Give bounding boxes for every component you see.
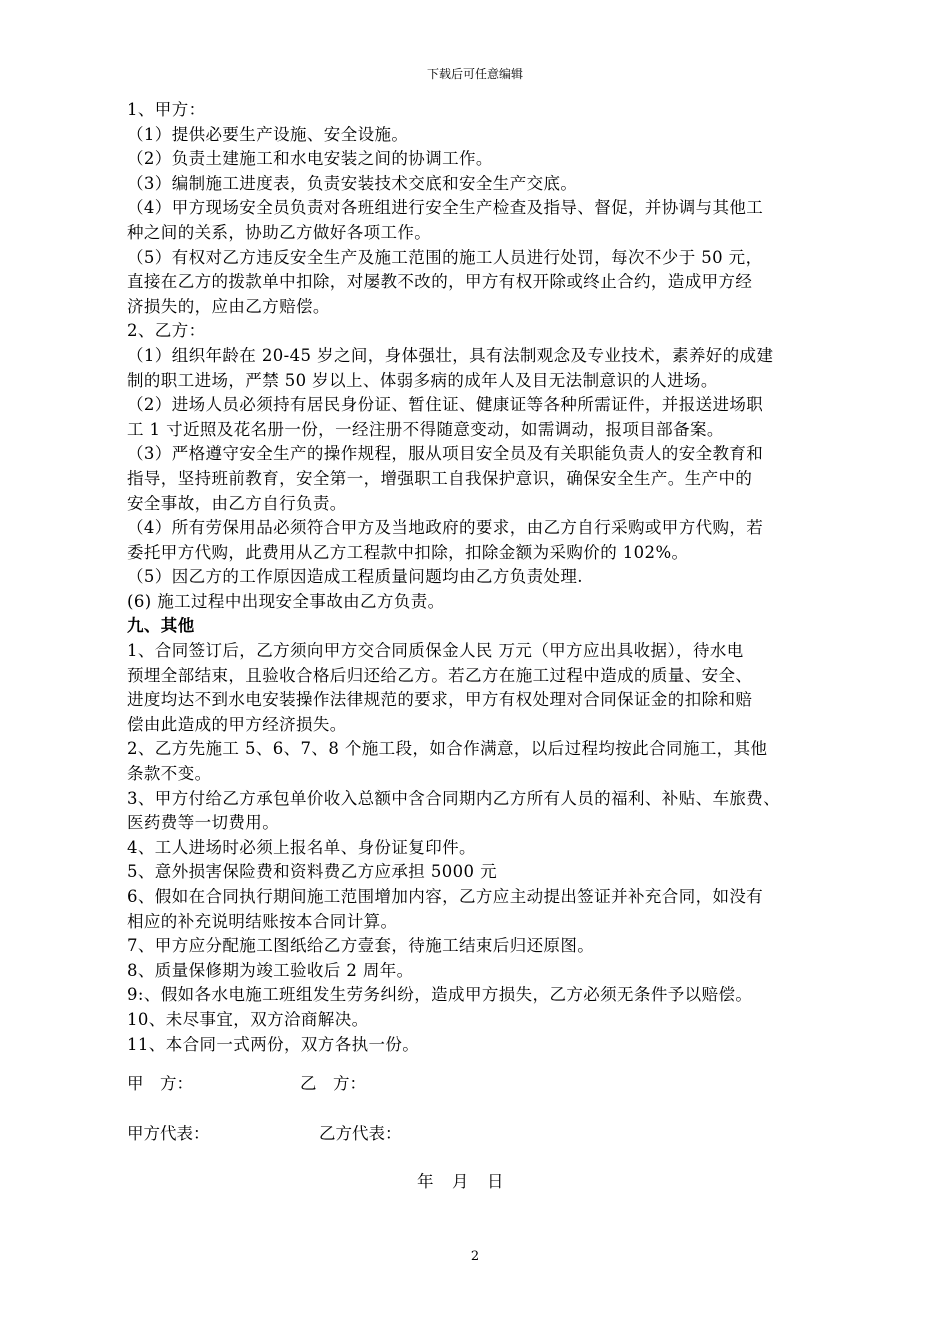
body-line: （5）有权对乙方违反安全生产及施工范围的施工人员进行处罚，每次不少于 50 元， [127, 247, 763, 267]
body-line: 安全事故，由乙方自行负责。 [127, 493, 347, 513]
signature-row-parties [127, 1070, 366, 1094]
body-line: 8、质量保修期为竣工验收后 2 周年。 [127, 960, 414, 980]
body-line: 10、未尽事宜，双方洽商解决。 [127, 1009, 369, 1029]
body-line: 委托甲方代购，此费用从乙方工程款中扣除，扣除金额为采购价的 102%。 [127, 542, 689, 562]
body-line: （3）严格遵守安全生产的操作规程，服从项目安全员及有关职能负责人的安全教育和 [127, 444, 764, 464]
body-line: （4）所有劳保用品必须符合甲方及当地政府的要求，由乙方自行采购或甲方代购，若 [127, 518, 764, 538]
body-line: 3、甲方付给乙方承包单价收入总额中含合同期内乙方所有人员的福利、补贴、车旅费、 [127, 788, 781, 808]
rep-a-label: 甲方代表： [127, 1124, 210, 1143]
body-line: 2、乙方先施工 5、6、7、8 个施工段，如合作满意，以后过程均按此合同施工，其他 [127, 739, 768, 759]
body-line: 7、甲方应分配施工图纸给乙方壹套，待施工结束后归还原图。 [127, 936, 595, 956]
contract-body [127, 98, 857, 1057]
body-line: （2）负责土建施工和水电安装之间的协调工作。 [127, 149, 493, 169]
body-line: （3）编制施工进度表，负责安装技术交底和安全生产交底。 [127, 173, 578, 193]
signature-row-representatives [127, 1120, 402, 1144]
body-line: 1、合同签订后，乙方须向甲方交合同质保金人民 万元（甲方应出具收据），待水电 [127, 641, 744, 661]
page-number: 2 [470, 1249, 480, 1264]
body-line: 条款不变。 [127, 764, 212, 784]
body-line: 直接在乙方的拨款单中扣除，对屡教不改的，甲方有权开除或终止合约，造成甲方经 [127, 272, 753, 292]
body-line: 指导，坚持班前教育，安全第一，增强职工自我保护意识，确保安全生产。生产中的 [127, 468, 753, 488]
body-line: 2、乙方： [127, 321, 206, 341]
page-header: 下载后可任意编辑 [426, 67, 523, 81]
body-line: 种之间的关系，协助乙方做好各项工作。 [127, 222, 432, 242]
body-line: (6) 施工过程中出现安全事故由乙方负责。 [127, 591, 445, 611]
body-line: 工 1 寸近照及花名册一份，一经注册不得随意变动，如需调动，报项目部备案。 [127, 419, 724, 439]
body-line: （1）提供必要生产设施、安全设施。 [127, 124, 409, 144]
body-line: 5、意外损害保险费和资料费乙方应承担 5000 元 [127, 862, 497, 882]
body-line: （1）组织年龄在 20-45 岁之间，身体强壮，具有法制观念及专业技术，素养好的成建 [127, 345, 774, 365]
section-heading: 九、其他 [127, 616, 195, 636]
body-line: 偿由此造成的甲方经济损失。 [127, 714, 347, 734]
body-line: 6、假如在合同执行期间施工范围增加内容，乙方应主动提出签证并补充合同，如没有 [127, 887, 764, 906]
body-line: （2）进场人员必须持有居民身份证、暂住证、健康证等各种所需证件，并报送进场职 [127, 395, 764, 415]
body-line: 进度均达不到水电安装操作法律规范的要求，甲方有权处理对合同保证金的扣除和赔 [127, 690, 753, 710]
body-line: 1、甲方： [127, 100, 206, 119]
body-line: 预埋全部结束，且验收合格后归还给乙方。若乙方在施工过程中造成的质量、安全、 [127, 665, 753, 685]
party-a-label: 甲 方： [127, 1074, 193, 1093]
body-line: 相应的补充说明结账按本合同计算。 [127, 911, 398, 931]
body-line: 9:、假如各水电施工班组发生劳务纠纷，造成甲方损失，乙方必须无条件予以赔偿。 [127, 985, 753, 1005]
body-line: （5）因乙方的工作原因造成工程质量问题均由乙方负责处理. [127, 567, 583, 587]
party-b-label: 乙 方： [300, 1074, 366, 1093]
body-line: 4、工人进场时必须上报名单、身份证复印件。 [127, 837, 476, 857]
date-line: 年 月 日 [417, 1172, 505, 1191]
body-line: 济损失的，应由乙方赔偿。 [127, 296, 330, 316]
body-line: （4）甲方现场安全员负责对各班组进行安全生产检查及指导、督促，并协调与其他工 [127, 198, 764, 218]
body-line: 11、本合同一式两份，双方各执一份。 [127, 1034, 420, 1054]
body-line: 制的职工进场，严禁 50 岁以上、体弱多病的成年人及目无法制意识的人进场。 [127, 370, 718, 390]
body-line: 医药费等一切费用。 [127, 813, 280, 833]
rep-b-label: 乙方代表： [319, 1124, 402, 1143]
